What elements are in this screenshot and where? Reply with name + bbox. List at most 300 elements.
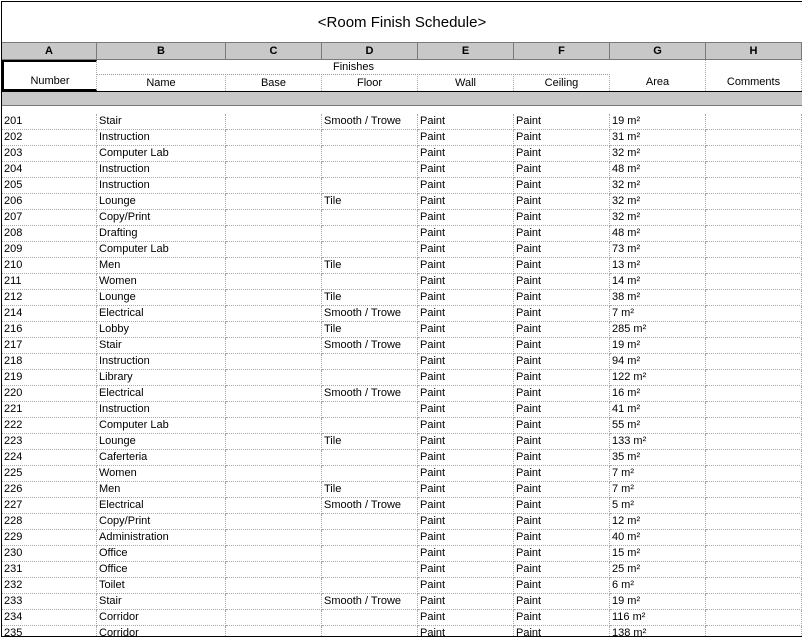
- cell-floor[interactable]: [322, 354, 418, 370]
- cell-name[interactable]: Men: [97, 482, 226, 498]
- cell-comments[interactable]: [706, 530, 802, 546]
- cell-name[interactable]: Corridor: [97, 610, 226, 626]
- cell-comments[interactable]: [706, 178, 802, 194]
- cell-name[interactable]: Instruction: [97, 354, 226, 370]
- cell-ceiling[interactable]: Paint: [514, 274, 610, 290]
- cell-base[interactable]: [226, 114, 322, 130]
- cell-comments[interactable]: [706, 386, 802, 402]
- cell-ceiling[interactable]: Paint: [514, 434, 610, 450]
- cell-number[interactable]: 204: [2, 162, 97, 178]
- cell-name[interactable]: Toilet: [97, 578, 226, 594]
- cell-comments[interactable]: [706, 562, 802, 578]
- cell-comments[interactable]: [706, 450, 802, 466]
- cell-name[interactable]: Electrical: [97, 306, 226, 322]
- table-row[interactable]: [2, 498, 802, 514]
- cell-floor[interactable]: [322, 466, 418, 482]
- cell-floor[interactable]: Smooth / Trowe: [322, 386, 418, 402]
- cell-floor[interactable]: [322, 610, 418, 626]
- cell-base[interactable]: [226, 322, 322, 338]
- cell-comments[interactable]: [706, 242, 802, 258]
- table-row[interactable]: [2, 610, 802, 626]
- cell-floor[interactable]: [322, 562, 418, 578]
- table-row[interactable]: [2, 546, 802, 562]
- cell-name[interactable]: Electrical: [97, 386, 226, 402]
- cell-comments[interactable]: [706, 498, 802, 514]
- cell-number[interactable]: 235: [2, 626, 97, 637]
- cell-wall[interactable]: Paint: [418, 258, 514, 274]
- cell-base[interactable]: [226, 338, 322, 354]
- table-row[interactable]: [2, 114, 802, 130]
- cell-name[interactable]: Lounge: [97, 290, 226, 306]
- table-row[interactable]: [2, 386, 802, 402]
- column-letter-f[interactable]: F: [514, 43, 610, 59]
- cell-name[interactable]: Corridor: [97, 626, 226, 637]
- cell-base[interactable]: [226, 466, 322, 482]
- cell-comments[interactable]: [706, 578, 802, 594]
- table-row[interactable]: [2, 194, 802, 210]
- cell-area[interactable]: 116 m²: [610, 610, 706, 626]
- cell-base[interactable]: [226, 434, 322, 450]
- cell-comments[interactable]: [706, 194, 802, 210]
- cell-comments[interactable]: [706, 290, 802, 306]
- table-row[interactable]: [2, 626, 802, 637]
- cell-comments[interactable]: [706, 354, 802, 370]
- cell-area[interactable]: 32 m²: [610, 146, 706, 162]
- cell-floor[interactable]: Tile: [322, 482, 418, 498]
- cell-wall[interactable]: Paint: [418, 194, 514, 210]
- cell-wall[interactable]: Paint: [418, 482, 514, 498]
- cell-comments[interactable]: [706, 306, 802, 322]
- cell-number[interactable]: 218: [2, 354, 97, 370]
- cell-wall[interactable]: Paint: [418, 338, 514, 354]
- cell-floor[interactable]: [322, 146, 418, 162]
- cell-name[interactable]: Copy/Print: [97, 514, 226, 530]
- cell-floor[interactable]: [322, 514, 418, 530]
- cell-ceiling[interactable]: Paint: [514, 626, 610, 637]
- table-row[interactable]: [2, 514, 802, 530]
- cell-wall[interactable]: Paint: [418, 114, 514, 130]
- cell-name[interactable]: Instruction: [97, 178, 226, 194]
- finishes-group-header[interactable]: Finishes: [97, 60, 610, 75]
- cell-floor[interactable]: Smooth / Trowe: [322, 594, 418, 610]
- cell-number[interactable]: 206: [2, 194, 97, 210]
- cell-number[interactable]: 227: [2, 498, 97, 514]
- header-ceiling[interactable]: Ceiling: [514, 76, 610, 91]
- cell-comments[interactable]: [706, 274, 802, 290]
- cell-base[interactable]: [226, 482, 322, 498]
- cell-number[interactable]: 201: [2, 114, 97, 130]
- cell-ceiling[interactable]: Paint: [514, 290, 610, 306]
- table-row[interactable]: [2, 226, 802, 242]
- cell-name[interactable]: Stair: [97, 338, 226, 354]
- cell-area[interactable]: 15 m²: [610, 546, 706, 562]
- cell-area[interactable]: 285 m²: [610, 322, 706, 338]
- table-row[interactable]: [2, 370, 802, 386]
- table-row[interactable]: [2, 162, 802, 178]
- cell-comments[interactable]: [706, 594, 802, 610]
- cell-floor[interactable]: Tile: [322, 290, 418, 306]
- cell-floor[interactable]: Tile: [322, 194, 418, 210]
- cell-area[interactable]: 6 m²: [610, 578, 706, 594]
- cell-wall[interactable]: Paint: [418, 290, 514, 306]
- cell-number[interactable]: 222: [2, 418, 97, 434]
- cell-name[interactable]: Women: [97, 466, 226, 482]
- cell-area[interactable]: 14 m²: [610, 274, 706, 290]
- cell-base[interactable]: [226, 178, 322, 194]
- cell-ceiling[interactable]: Paint: [514, 386, 610, 402]
- cell-ceiling[interactable]: Paint: [514, 258, 610, 274]
- table-row[interactable]: [2, 450, 802, 466]
- cell-floor[interactable]: [322, 578, 418, 594]
- cell-comments[interactable]: [706, 370, 802, 386]
- cell-number[interactable]: 202: [2, 130, 97, 146]
- cell-ceiling[interactable]: Paint: [514, 482, 610, 498]
- table-row[interactable]: [2, 130, 802, 146]
- cell-comments[interactable]: [706, 338, 802, 354]
- cell-name[interactable]: Instruction: [97, 162, 226, 178]
- table-row[interactable]: [2, 530, 802, 546]
- cell-ceiling[interactable]: Paint: [514, 546, 610, 562]
- cell-base[interactable]: [226, 562, 322, 578]
- cell-ceiling[interactable]: Paint: [514, 594, 610, 610]
- cell-base[interactable]: [226, 546, 322, 562]
- cell-base[interactable]: [226, 130, 322, 146]
- table-row[interactable]: [2, 210, 802, 226]
- cell-ceiling[interactable]: Paint: [514, 578, 610, 594]
- cell-floor[interactable]: [322, 226, 418, 242]
- column-letter-g[interactable]: G: [610, 43, 706, 59]
- cell-area[interactable]: 122 m²: [610, 370, 706, 386]
- cell-area[interactable]: 7 m²: [610, 482, 706, 498]
- cell-comments[interactable]: [706, 146, 802, 162]
- cell-area[interactable]: 94 m²: [610, 354, 706, 370]
- table-row[interactable]: [2, 274, 802, 290]
- cell-name[interactable]: Office: [97, 562, 226, 578]
- cell-number[interactable]: 224: [2, 450, 97, 466]
- cell-floor[interactable]: [322, 162, 418, 178]
- cell-wall[interactable]: Paint: [418, 514, 514, 530]
- cell-number[interactable]: 230: [2, 546, 97, 562]
- cell-floor[interactable]: [322, 402, 418, 418]
- cell-area[interactable]: 48 m²: [610, 162, 706, 178]
- cell-ceiling[interactable]: Paint: [514, 530, 610, 546]
- cell-area[interactable]: 16 m²: [610, 386, 706, 402]
- cell-name[interactable]: Lobby: [97, 322, 226, 338]
- cell-ceiling[interactable]: Paint: [514, 322, 610, 338]
- cell-number[interactable]: 208: [2, 226, 97, 242]
- cell-base[interactable]: [226, 258, 322, 274]
- table-row[interactable]: [2, 402, 802, 418]
- table-row[interactable]: [2, 418, 802, 434]
- cell-comments[interactable]: [706, 162, 802, 178]
- table-row[interactable]: [2, 290, 802, 306]
- cell-name[interactable]: Copy/Print: [97, 210, 226, 226]
- cell-area[interactable]: 19 m²: [610, 338, 706, 354]
- cell-name[interactable]: Drafting: [97, 226, 226, 242]
- cell-number[interactable]: 210: [2, 258, 97, 274]
- table-row[interactable]: [2, 434, 802, 450]
- cell-wall[interactable]: Paint: [418, 434, 514, 450]
- cell-ceiling[interactable]: Paint: [514, 450, 610, 466]
- table-row[interactable]: [2, 578, 802, 594]
- cell-name[interactable]: Library: [97, 370, 226, 386]
- column-letter-h[interactable]: H: [706, 43, 802, 59]
- cell-ceiling[interactable]: Paint: [514, 418, 610, 434]
- table-row[interactable]: [2, 322, 802, 338]
- cell-wall[interactable]: Paint: [418, 498, 514, 514]
- cell-comments[interactable]: [706, 482, 802, 498]
- cell-comments[interactable]: [706, 210, 802, 226]
- cell-area[interactable]: 35 m²: [610, 450, 706, 466]
- cell-floor[interactable]: Smooth / Trowe: [322, 306, 418, 322]
- cell-name[interactable]: Computer Lab: [97, 146, 226, 162]
- cell-base[interactable]: [226, 626, 322, 637]
- cell-area[interactable]: 13 m²: [610, 258, 706, 274]
- table-row[interactable]: [2, 338, 802, 354]
- cell-base[interactable]: [226, 274, 322, 290]
- cell-comments[interactable]: [706, 434, 802, 450]
- cell-base[interactable]: [226, 402, 322, 418]
- table-row[interactable]: [2, 354, 802, 370]
- cell-floor[interactable]: Smooth / Trowe: [322, 338, 418, 354]
- cell-ceiling[interactable]: Paint: [514, 498, 610, 514]
- cell-base[interactable]: [226, 146, 322, 162]
- cell-area[interactable]: 32 m²: [610, 178, 706, 194]
- cell-comments[interactable]: [706, 402, 802, 418]
- cell-base[interactable]: [226, 290, 322, 306]
- cell-number[interactable]: 216: [2, 322, 97, 338]
- cell-number[interactable]: 223: [2, 434, 97, 450]
- cell-floor[interactable]: [322, 370, 418, 386]
- cell-floor[interactable]: [322, 530, 418, 546]
- cell-wall[interactable]: Paint: [418, 546, 514, 562]
- cell-number[interactable]: 231: [2, 562, 97, 578]
- cell-area[interactable]: 19 m²: [610, 114, 706, 130]
- cell-floor[interactable]: [322, 130, 418, 146]
- cell-floor[interactable]: [322, 626, 418, 637]
- cell-number[interactable]: 212: [2, 290, 97, 306]
- column-letter-b[interactable]: B: [97, 43, 226, 59]
- cell-ceiling[interactable]: Paint: [514, 226, 610, 242]
- cell-number[interactable]: 214: [2, 306, 97, 322]
- cell-floor[interactable]: Tile: [322, 434, 418, 450]
- cell-name[interactable]: Instruction: [97, 402, 226, 418]
- cell-floor[interactable]: Smooth / Trowe: [322, 114, 418, 130]
- cell-name[interactable]: Administration: [97, 530, 226, 546]
- cell-wall[interactable]: Paint: [418, 386, 514, 402]
- cell-comments[interactable]: [706, 226, 802, 242]
- header-comments[interactable]: Comments: [706, 60, 802, 91]
- cell-area[interactable]: 48 m²: [610, 226, 706, 242]
- cell-wall[interactable]: Paint: [418, 242, 514, 258]
- cell-area[interactable]: 19 m²: [610, 594, 706, 610]
- cell-base[interactable]: [226, 594, 322, 610]
- header-number[interactable]: Number: [2, 60, 97, 91]
- cell-base[interactable]: [226, 306, 322, 322]
- column-letter-a[interactable]: A: [2, 43, 97, 59]
- cell-ceiling[interactable]: Paint: [514, 146, 610, 162]
- cell-name[interactable]: Computer Lab: [97, 242, 226, 258]
- cell-name[interactable]: Caferteria: [97, 450, 226, 466]
- cell-base[interactable]: [226, 162, 322, 178]
- cell-ceiling[interactable]: Paint: [514, 370, 610, 386]
- cell-wall[interactable]: Paint: [418, 226, 514, 242]
- cell-wall[interactable]: Paint: [418, 562, 514, 578]
- cell-number[interactable]: 207: [2, 210, 97, 226]
- cell-comments[interactable]: [706, 546, 802, 562]
- cell-wall[interactable]: Paint: [418, 322, 514, 338]
- cell-area[interactable]: 7 m²: [610, 306, 706, 322]
- cell-wall[interactable]: Paint: [418, 146, 514, 162]
- cell-area[interactable]: 31 m²: [610, 130, 706, 146]
- cell-number[interactable]: 211: [2, 274, 97, 290]
- cell-wall[interactable]: Paint: [418, 626, 514, 637]
- cell-number[interactable]: 205: [2, 178, 97, 194]
- cell-base[interactable]: [226, 498, 322, 514]
- cell-base[interactable]: [226, 610, 322, 626]
- cell-wall[interactable]: Paint: [418, 402, 514, 418]
- cell-number[interactable]: 209: [2, 242, 97, 258]
- cell-comments[interactable]: [706, 466, 802, 482]
- cell-area[interactable]: 5 m²: [610, 498, 706, 514]
- cell-ceiling[interactable]: Paint: [514, 562, 610, 578]
- cell-floor[interactable]: Smooth / Trowe: [322, 498, 418, 514]
- cell-comments[interactable]: [706, 418, 802, 434]
- cell-number[interactable]: 220: [2, 386, 97, 402]
- cell-base[interactable]: [226, 370, 322, 386]
- cell-wall[interactable]: Paint: [418, 466, 514, 482]
- cell-wall[interactable]: Paint: [418, 450, 514, 466]
- cell-comments[interactable]: [706, 322, 802, 338]
- cell-area[interactable]: 41 m²: [610, 402, 706, 418]
- table-row[interactable]: [2, 178, 802, 194]
- cell-number[interactable]: 219: [2, 370, 97, 386]
- cell-comments[interactable]: [706, 626, 802, 637]
- cell-name[interactable]: Office: [97, 546, 226, 562]
- cell-base[interactable]: [226, 194, 322, 210]
- cell-ceiling[interactable]: Paint: [514, 514, 610, 530]
- header-base[interactable]: Base: [226, 76, 322, 91]
- cell-area[interactable]: 138 m²: [610, 626, 706, 637]
- cell-base[interactable]: [226, 578, 322, 594]
- table-row[interactable]: [2, 146, 802, 162]
- cell-ceiling[interactable]: Paint: [514, 114, 610, 130]
- cell-number[interactable]: 225: [2, 466, 97, 482]
- cell-base[interactable]: [226, 242, 322, 258]
- cell-base[interactable]: [226, 530, 322, 546]
- column-letter-d[interactable]: D: [322, 43, 418, 59]
- cell-wall[interactable]: Paint: [418, 370, 514, 386]
- cell-name[interactable]: Stair: [97, 594, 226, 610]
- cell-floor[interactable]: [322, 450, 418, 466]
- cell-wall[interactable]: Paint: [418, 530, 514, 546]
- table-row[interactable]: [2, 306, 802, 322]
- cell-area[interactable]: 133 m²: [610, 434, 706, 450]
- cell-area[interactable]: 38 m²: [610, 290, 706, 306]
- cell-ceiling[interactable]: Paint: [514, 610, 610, 626]
- cell-base[interactable]: [226, 386, 322, 402]
- cell-comments[interactable]: [706, 258, 802, 274]
- table-row[interactable]: [2, 482, 802, 498]
- cell-area[interactable]: 7 m²: [610, 466, 706, 482]
- cell-floor[interactable]: [322, 546, 418, 562]
- header-name[interactable]: Name: [97, 76, 226, 91]
- cell-name[interactable]: Computer Lab: [97, 418, 226, 434]
- cell-name[interactable]: Stair: [97, 114, 226, 130]
- cell-comments[interactable]: [706, 514, 802, 530]
- cell-floor[interactable]: [322, 210, 418, 226]
- table-row[interactable]: [2, 562, 802, 578]
- cell-area[interactable]: 40 m²: [610, 530, 706, 546]
- cell-number[interactable]: 221: [2, 402, 97, 418]
- cell-floor[interactable]: Tile: [322, 258, 418, 274]
- cell-name[interactable]: Lounge: [97, 194, 226, 210]
- cell-base[interactable]: [226, 354, 322, 370]
- table-row[interactable]: [2, 466, 802, 482]
- table-row[interactable]: [2, 258, 802, 274]
- cell-ceiling[interactable]: Paint: [514, 162, 610, 178]
- cell-base[interactable]: [226, 514, 322, 530]
- cell-ceiling[interactable]: Paint: [514, 354, 610, 370]
- cell-name[interactable]: Electrical: [97, 498, 226, 514]
- cell-name[interactable]: Lounge: [97, 434, 226, 450]
- cell-ceiling[interactable]: Paint: [514, 178, 610, 194]
- cell-ceiling[interactable]: Paint: [514, 210, 610, 226]
- cell-wall[interactable]: Paint: [418, 578, 514, 594]
- cell-number[interactable]: 228: [2, 514, 97, 530]
- cell-wall[interactable]: Paint: [418, 594, 514, 610]
- cell-wall[interactable]: Paint: [418, 210, 514, 226]
- cell-number[interactable]: 229: [2, 530, 97, 546]
- cell-area[interactable]: 55 m²: [610, 418, 706, 434]
- cell-base[interactable]: [226, 226, 322, 242]
- header-floor[interactable]: Floor: [322, 76, 418, 91]
- cell-number[interactable]: 203: [2, 146, 97, 162]
- cell-name[interactable]: Men: [97, 258, 226, 274]
- cell-wall[interactable]: Paint: [418, 178, 514, 194]
- cell-number[interactable]: 233: [2, 594, 97, 610]
- cell-comments[interactable]: [706, 114, 802, 130]
- table-row[interactable]: [2, 242, 802, 258]
- cell-floor[interactable]: [322, 242, 418, 258]
- cell-number[interactable]: 226: [2, 482, 97, 498]
- cell-wall[interactable]: Paint: [418, 130, 514, 146]
- cell-wall[interactable]: Paint: [418, 610, 514, 626]
- cell-area[interactable]: 25 m²: [610, 562, 706, 578]
- cell-ceiling[interactable]: Paint: [514, 130, 610, 146]
- header-wall[interactable]: Wall: [418, 76, 514, 91]
- cell-base[interactable]: [226, 210, 322, 226]
- cell-ceiling[interactable]: Paint: [514, 466, 610, 482]
- cell-number[interactable]: 232: [2, 578, 97, 594]
- cell-floor[interactable]: Tile: [322, 322, 418, 338]
- column-letter-e[interactable]: E: [418, 43, 514, 59]
- cell-floor[interactable]: [322, 274, 418, 290]
- cell-ceiling[interactable]: Paint: [514, 242, 610, 258]
- cell-ceiling[interactable]: Paint: [514, 338, 610, 354]
- cell-wall[interactable]: Paint: [418, 274, 514, 290]
- cell-area[interactable]: 12 m²: [610, 514, 706, 530]
- cell-comments[interactable]: [706, 130, 802, 146]
- cell-wall[interactable]: Paint: [418, 162, 514, 178]
- cell-base[interactable]: [226, 418, 322, 434]
- cell-area[interactable]: 32 m²: [610, 194, 706, 210]
- cell-area[interactable]: 32 m²: [610, 210, 706, 226]
- cell-comments[interactable]: [706, 610, 802, 626]
- cell-ceiling[interactable]: Paint: [514, 306, 610, 322]
- cell-number[interactable]: 217: [2, 338, 97, 354]
- cell-area[interactable]: 73 m²: [610, 242, 706, 258]
